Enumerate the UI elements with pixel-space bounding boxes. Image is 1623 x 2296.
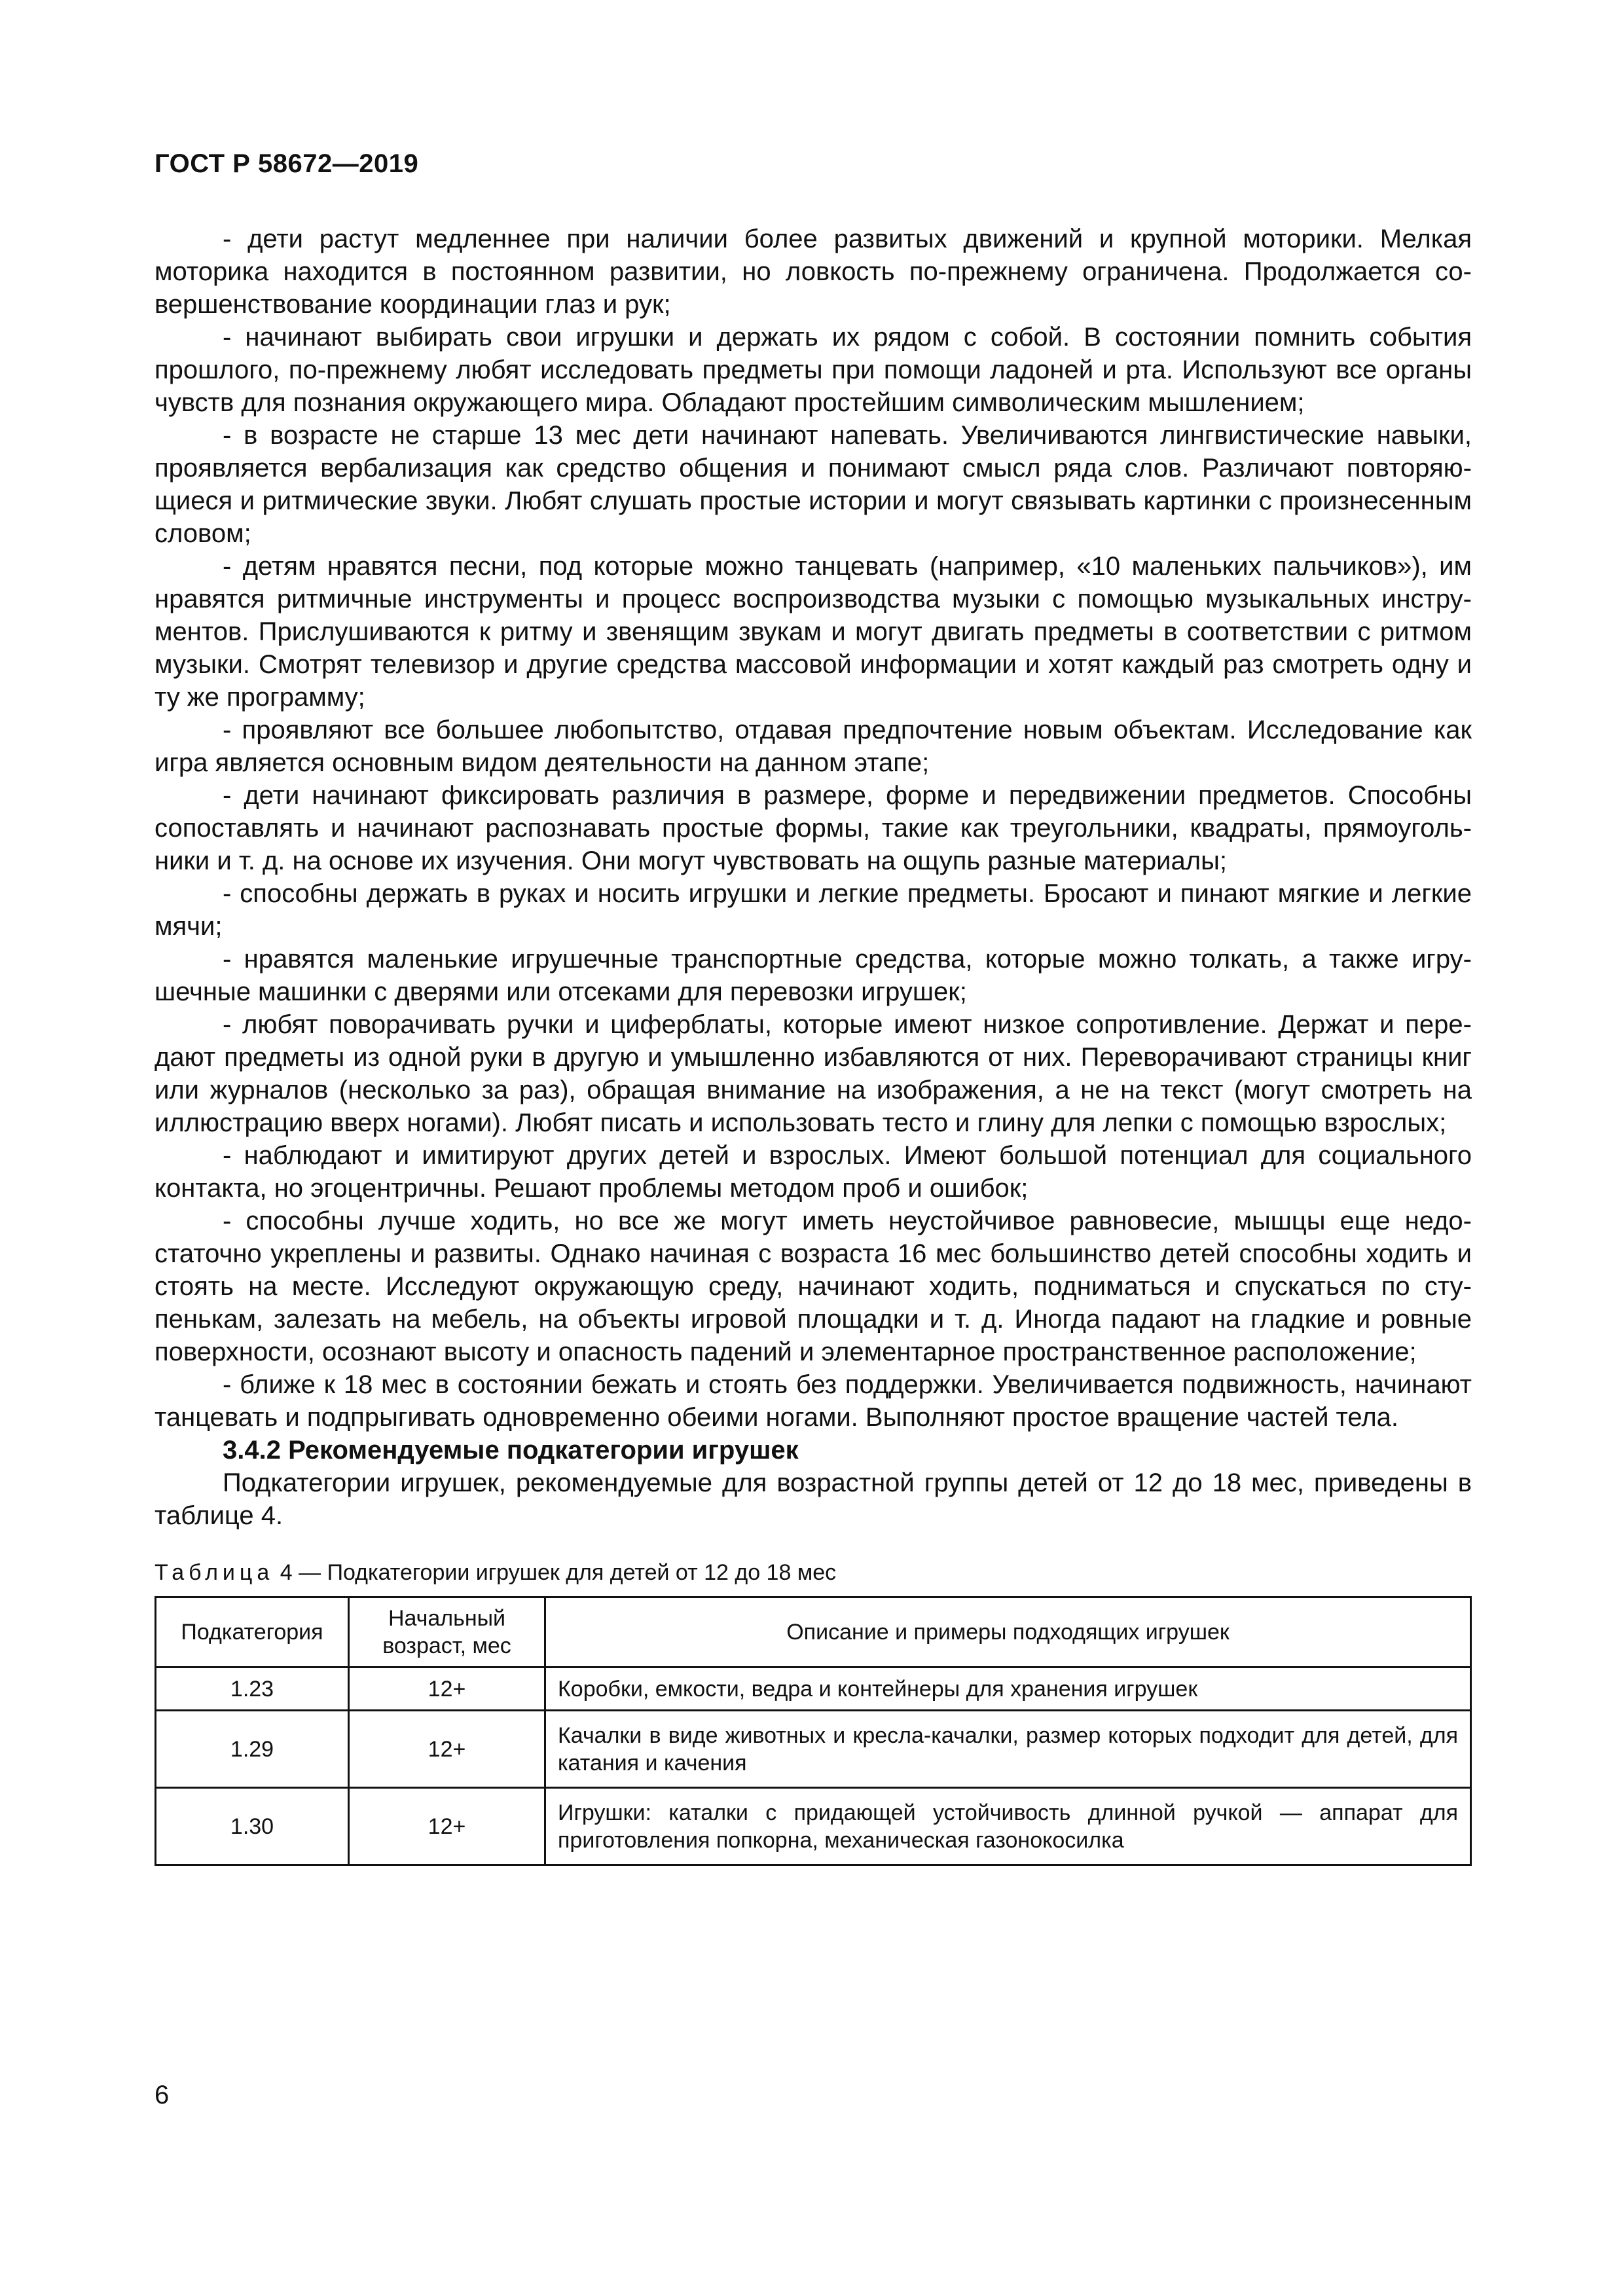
paragraph: - проявляют все большее любопытство, отдавая предпочтение новым объектам. Исследование как игра является основным видом деятельности на данном этапе;: [155, 716, 1472, 777]
table-row: [156, 1711, 1471, 1788]
paragraph: - способны лучше ходить, но все же могут иметь неустойчивое равновесие, мышцы еще недостаточно укреплены и развиты. Однако начиная с возраста 16 мес большинство детей способны ходить и стоять на месте. Исследуют окружающую среду, начинают ходить, подниматься и спускаться по ступенькам, залезать на мебель, на объекты игровой площадки и т. д. Иногда падают на гладкие и ровные поверхности, осознают высоту и опасность падений и элементарное пространственное расположение;: [155, 1207, 1472, 1366]
cell-description: Игрушки: каталки с придающей устойчивость длинной ручкой — аппарат для приготовления попкорна, механическая газонокосилка: [545, 1788, 1471, 1865]
table-header-row: [156, 1597, 1471, 1667]
document-body: [155, 223, 1472, 1866]
paragraph: - начинают выбирать свои игрушки и держать их рядом с собой. В состоянии помнить события прошлого, по-прежнему любят исследовать предметы при помощи ладоней и рта. Используют все органы чувств для познания окружающего мира. Обладают простейшим символическим мышлением;: [155, 323, 1472, 417]
cell-subcategory: 1.23: [156, 1667, 349, 1711]
document-header: ГОСТ Р 58672—2019: [155, 149, 419, 178]
cell-age: 12+: [349, 1667, 545, 1711]
header-start-age-line1: Начальный: [388, 1606, 506, 1631]
paragraph: - нравятся маленькие игрушечные транспортные средства, которые можно толкать, а также игрушечные машинки с дверями или отсеками для перевозки игрушек;: [155, 945, 1472, 1006]
paragraph: - детям нравятся песни, под которые можно танцевать (например, «10 маленьких пальчиков»), им нравятся ритмичные инструменты и процесс воспроизводства музыки с помощью музыкальных инструментов. Прислушиваются к ритму и звенящим звукам и могут двигать предметы в соответствии с ритмом музыки. Смотрят телевизор и другие средства массовой информации и хотят каждый раз смотреть одну и ту же программу;: [155, 552, 1472, 712]
toy-subcategories-table: [155, 1596, 1472, 1866]
header-start-age: [349, 1597, 545, 1667]
paragraph: - дети начинают фиксировать различия в размере, форме и передвижении предметов. Способны сопоставлять и начинают распознавать простые формы, такие как треугольники, квадраты, прямоугольники и т. д. на основе их изучения. Они могут чувствовать на ощупь разные материалы;: [155, 781, 1472, 875]
table-caption-label: Таблица: [155, 1560, 274, 1585]
table-caption-title: 4 — Подкатегории игрушек для детей от 12 до 18 мес: [280, 1560, 837, 1585]
section-heading: 3.4.2 Рекомендуемые подкатегории игрушек: [223, 1436, 799, 1465]
header-subcategory: Подкатегория: [156, 1597, 349, 1667]
paragraph: - ближе к 18 мес в состоянии бежать и стоять без поддержки. Увеличивается подвижность, начинают танцевать и подпрыгивать одновременно обеими ногами. Выполняют простое вращение частей тела.: [155, 1370, 1472, 1432]
cell-description: Качалки в виде животных и кресла-качалки, размер которых подходит для детей, для катания и качения: [545, 1711, 1471, 1788]
table-row: [156, 1667, 1471, 1711]
cell-age: 12+: [349, 1788, 545, 1865]
paragraph: - наблюдают и имитируют других детей и взрослых. Имеют большой потенциал для социального контакта, но эгоцентричны. Решают проблемы методом проб и ошибок;: [155, 1141, 1472, 1203]
cell-subcategory: 1.29: [156, 1711, 349, 1788]
cell-subcategory: 1.30: [156, 1788, 349, 1865]
paragraph: - способны держать в руках и носить игрушки и легкие предметы. Бросают и пинают мягкие и легкие мячи;: [155, 879, 1472, 941]
paragraph: - любят поворачивать ручки и циферблаты, которые имеют низкое сопротивление. Держат и передают предметы из одной руки в другую и умышленно избавляются от них. Переворачивают страницы книг или журналов (несколько за раз), обращая внимание на изображения, а не на текст (могут смотреть на иллюстрацию вверх ногами). Любят писать и использовать тесто и глину для лепки с помощью взрослых;: [155, 1010, 1472, 1137]
section-text: Подкатегории игрушек, рекомендуемые для возрастной группы детей от 12 до 18 мес, приведены в таблице 4.: [155, 1468, 1472, 1530]
paragraph: - в возрасте не старше 13 мес дети начинают напевать. Увеличиваются лингвистические навыки, проявляется вербализация как средство общения и понимают смысл ряда слов. Различают повторяющиеся и ритмические звуки. Любят слушать простые истории и могут связывать картинки с произнесенным словом;: [155, 421, 1472, 548]
cell-description: Коробки, емкости, ведра и контейнеры для хранения игрушек: [545, 1667, 1471, 1711]
header-start-age-line2: возраст, мес: [382, 1633, 511, 1658]
page-number: 6: [155, 2081, 170, 2109]
header-description: Описание и примеры подходящих игрушек: [545, 1597, 1471, 1667]
cell-age: 12+: [349, 1711, 545, 1788]
table-caption: [155, 1558, 1472, 1587]
paragraph: - дети растут медленнее при наличии более развитых движений и крупной моторики. Мелкая моторика находится в постоянном развитии, но ловкость по-прежнему ограничена. Продолжается совершенствование координации глаз и рук;: [155, 225, 1472, 319]
table-row: [156, 1788, 1471, 1865]
